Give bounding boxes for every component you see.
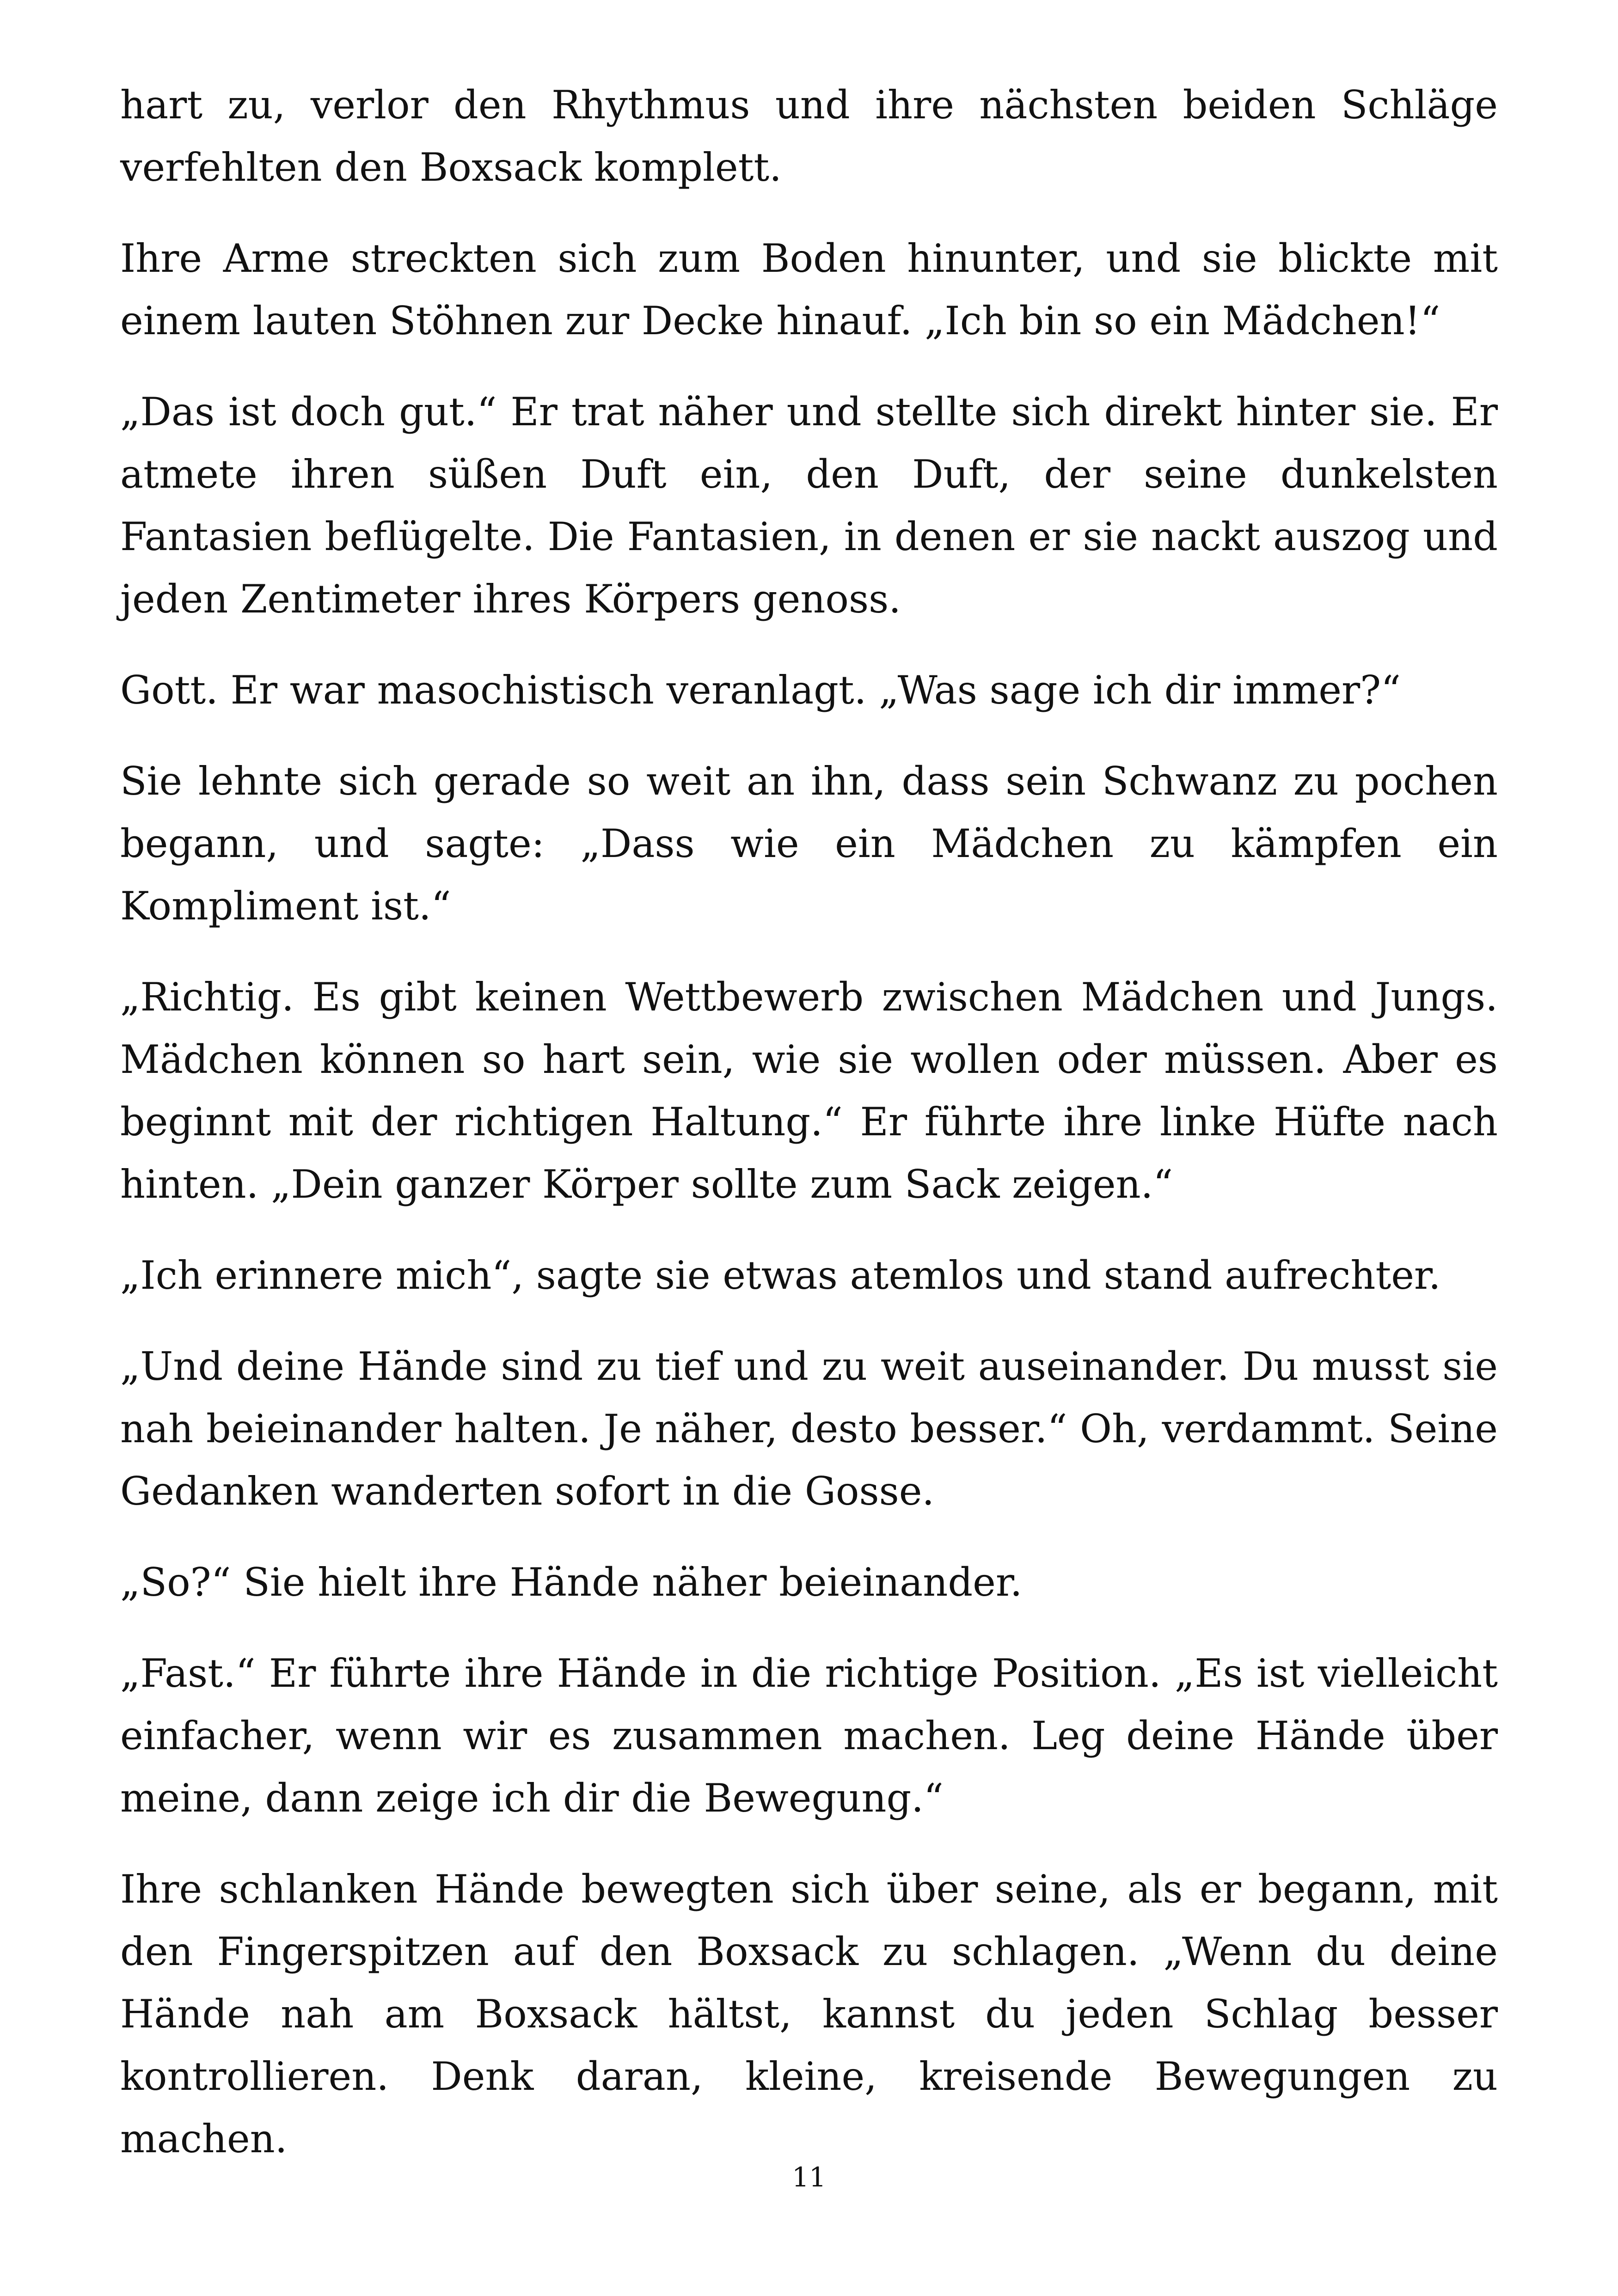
paragraph-7: „Ich erinnere mich“, sagte sie etwas atemlos und stand aufrechter.	[120, 1253, 1441, 1298]
paragraph-2: Ihre Arme streckten sich zum Boden hinunter, und sie blickte mit einem lauten Stöhnen zur Decke hinauf. „Ich bin so ein Mädchen!“	[120, 236, 1498, 343]
paragraph-3: „Das ist doch gut.“ Er trat näher und stellte sich direkt hinter sie. Er atmete ihren süßen Duft ein, den Duft, der seine dunkelsten Fantasien beflügelte. Die Fantasien, in denen er sie nackt auszog und jeden Zentimeter ihres Körpers genoss.	[120, 389, 1498, 622]
paragraph-11: Ihre schlanken Hände bewegten sich über seine, als er begann, mit den Fingerspitzen auf den Boxsack zu schlagen. „Wenn du deine Hände nah am Boxsack hältst, kannst du jeden Schlag besser kontrollieren. Denk daran, kleine, kreisende Bewegungen zu machen.	[120, 1867, 1498, 2161]
paragraph-9: „So?“ Sie hielt ihre Hände näher beieinander.	[120, 1560, 1023, 1605]
paragraph-5: Sie lehnte sich gerade so weit an ihn, dass sein Schwanz zu pochen begann, und sagte: „Dass wie ein Mädchen zu kämpfen ein Kompliment ist.“	[120, 759, 1498, 929]
paragraph-1: hart zu, verlor den Rhythmus und ihre nächsten beiden Schläge verfehlten den Boxsack komplett.	[120, 82, 1498, 190]
paragraph-6: „Richtig. Es gibt keinen Wettbewerb zwischen Mädchen und Jungs. Mädchen können so hart sein, wie sie wollen oder müssen. Aber es beginnt mit der richtigen Haltung.“ Er führte ihre linke Hüfte nach hinten. „Dein ganzer Körper sollte zum Sack zeigen.“	[120, 974, 1498, 1207]
paragraph-10: „Fast.“ Er führte ihre Hände in die richtige Position. „Es ist vielleicht einfacher, wenn wir es zusammen machen. Leg deine Hände über meine, dann zeige ich dir die Bewegung.“	[120, 1651, 1498, 1821]
paragraph-4: Gott. Er war masochistisch veranlagt. „Was sage ich dir immer?“	[120, 667, 1401, 713]
body-text	[120, 74, 1498, 2199]
page-number: 11	[792, 2161, 826, 2193]
paragraph-8: „Und deine Hände sind zu tief und zu weit auseinander. Du musst sie nah beieinander halten. Je näher, desto besser.“ Oh, verdammt. Seine Gedanken wanderten sofort in die Gosse.	[120, 1344, 1498, 1514]
